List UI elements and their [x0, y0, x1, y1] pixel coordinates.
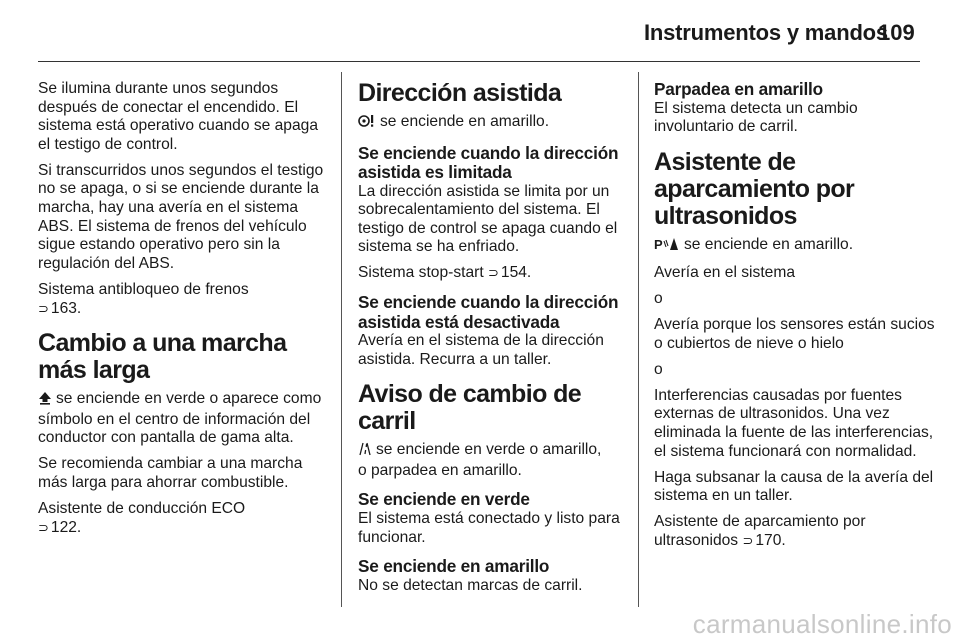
paragraph: El sistema detecta un cambio involuntario de carril. — [654, 99, 858, 136]
subheading: Se enciende cuando la dirección asistida está desactivada — [358, 292, 619, 332]
reference-arrow-icon: ⊃ — [38, 300, 49, 316]
reference-paragraph — [654, 513, 940, 550]
column-middle — [358, 80, 644, 603]
paragraph: Se ilumina durante unos segundos después de conectar el encendido. El sistema está operativo cuando se apaga el testigo de control. — [38, 80, 319, 153]
paragraph-text: se enciende en amarillo. — [684, 235, 854, 253]
paragraph: Avería en el sistema de la dirección asistida. Recurra a un taller. — [358, 332, 604, 368]
paragraph: La dirección asistida se limita por un sobrecalentamiento del sistema. El testigo de control se apaga cuando el sistema se ha enfriado. — [358, 182, 618, 256]
subheading: Parpadea en amarillo — [654, 79, 823, 99]
paragraph: o — [654, 289, 663, 307]
svg-text:P: P — [654, 236, 663, 251]
paragraph-text: o parpadea en amarillo. — [358, 461, 522, 479]
column-right — [654, 80, 940, 558]
paragraph: Se recomienda cambiar a una marcha más larga para ahorrar combustible. — [38, 455, 303, 491]
column-divider — [341, 72, 342, 607]
paragraph: Interferencias causadas por fuentes externas de ultrasonidos. Una vez eliminada la fuente de las interferencias, el sistema funcionará con normalidad. — [654, 386, 934, 460]
power-steering-warning-icon — [358, 114, 376, 134]
reference-arrow-icon: ⊃ — [488, 265, 499, 281]
section-heading: Aviso de cambio de carril — [358, 380, 582, 436]
section-heading: Cambio a una marcha más larga — [38, 329, 287, 385]
header-rule — [38, 61, 920, 62]
reference-arrow-icon: ⊃ — [742, 532, 754, 548]
paragraph — [358, 441, 644, 480]
reference-arrow-icon: ⊃ — [38, 519, 49, 535]
page-header — [0, 0, 960, 62]
paragraph-text: se enciende en verde o aparece como símbolo en el centro de información del conductor con pantalla de gama alta. — [38, 390, 322, 447]
paragraph: o — [654, 360, 663, 378]
reference-label: Sistema antibloqueo de frenos — [38, 280, 249, 298]
page-number: 109 — [878, 20, 915, 45]
page-reference-link[interactable]: 154. — [500, 264, 532, 282]
page-reference-link[interactable]: 163. — [50, 299, 82, 317]
section-heading: Dirección asistida — [358, 79, 562, 107]
paragraph: Haga subsanar la causa de la avería del sistema en un taller. — [654, 468, 934, 505]
paragraph — [654, 236, 940, 257]
watermark: carmanualsonline.info — [692, 609, 952, 639]
paragraph-text: se enciende en verde o amarillo, — [376, 441, 602, 459]
subheading: Se enciende en amarillo — [358, 556, 550, 577]
reference-label: Asistente de conducción ECO — [38, 500, 246, 518]
page-reference-link[interactable]: 170. — [755, 531, 786, 549]
parking-sensor-icon — [654, 237, 680, 257]
section-heading: Asistente de aparcamiento por ultrasonidos — [654, 147, 855, 230]
reference-paragraph — [358, 264, 644, 283]
paragraph — [38, 390, 324, 448]
paragraph — [358, 113, 644, 134]
lane-departure-icon — [358, 442, 372, 462]
reference-label: Sistema stop-start — [358, 264, 484, 282]
paragraph: Si transcurridos unos segundos el testigo no se apaga, o si se enciende durante la marcha, hay una avería en el sistema ABS. El sistema de frenos del vehículo sigue estando operativo pero sin la regulación del ABS. — [38, 161, 324, 272]
reference-label: Asistente de aparcamiento por ultrasonidos — [654, 513, 866, 549]
column-left — [38, 80, 324, 545]
reference-paragraph — [38, 281, 324, 318]
paragraph: Avería en el sistema — [654, 263, 795, 281]
header-title: Instrumentos y mandos — [644, 20, 888, 45]
paragraph: El sistema está conectado y listo para funcionar. — [358, 509, 620, 546]
paragraph-text: se enciende en amarillo. — [380, 113, 550, 130]
upshift-arrow-icon — [38, 391, 52, 411]
paragraph: No se detectan marcas de carril. — [358, 576, 583, 594]
subheading: Se enciende cuando la dirección asistida es limitada — [358, 142, 619, 183]
page-reference-link[interactable]: 122. — [50, 518, 82, 536]
paragraph: Avería porque los sensores están sucios o cubiertos de nieve o hielo — [654, 315, 935, 352]
subheading: Se enciende en verde — [358, 489, 530, 510]
reference-paragraph — [38, 500, 324, 537]
